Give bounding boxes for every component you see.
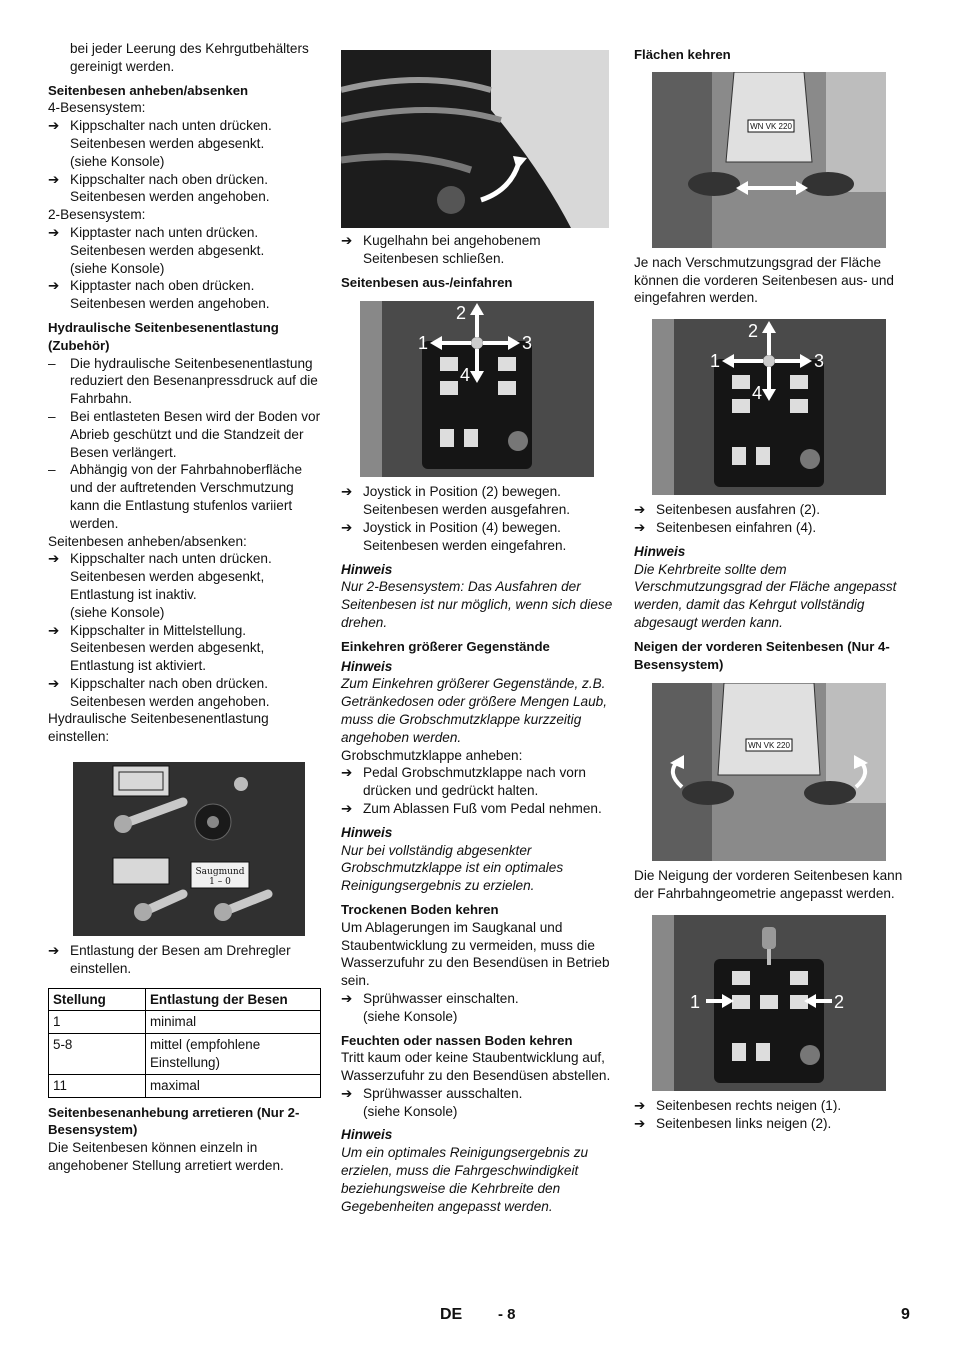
sweeper-front-photo	[652, 72, 886, 248]
section-heading: Trockenen Boden kehren	[341, 901, 499, 917]
arrow-icon: ➔	[48, 278, 60, 294]
list-item	[341, 800, 616, 818]
note: (siehe Konsole)	[70, 153, 165, 169]
arrow-icon: ➔	[634, 519, 646, 535]
table-cell: 5-8	[49, 1034, 146, 1075]
position-label-3: 3	[814, 351, 825, 372]
list-item	[48, 942, 323, 978]
list-item-text: Sprühwasser einschalten.	[363, 990, 519, 1006]
section-heading: Seitenbesenanhebung arretieren (Nur 2-Besensystem)	[48, 1104, 300, 1138]
paragraph: Die Neigung der vorderen Seitenbesen kann der Fahrbahngeometrie angepasst werden.	[634, 868, 903, 902]
table-cell: minimal	[146, 1011, 321, 1034]
arrow-icon: ➔	[48, 551, 60, 567]
footer-section-page: - 8	[498, 1306, 516, 1323]
paragraph: bei jeder Leerung des Kehrgutbehälters gereinigt werden.	[70, 41, 309, 74]
dash-icon: –	[48, 408, 56, 424]
list-item-text: Joystick in Position (2) bewegen. Seitenbesen werden ausgefahren.	[363, 484, 571, 518]
joystick-console-illustration	[652, 319, 886, 495]
paragraph: Tritt kaum oder keine Staubentwicklung auf, Wasserzufuhr zu den Besendüsen abstellen.	[341, 1050, 611, 1084]
list-item-text: Kippschalter nach oben drücken. Seitenbesen werden angehoben.	[70, 675, 270, 709]
sweeper-tilt-illustration	[652, 683, 886, 861]
list-item-text: Joystick in Position (4) bewegen. Seitenbesen werden eingefahren.	[363, 519, 567, 553]
tilt-label-1: 1	[690, 991, 701, 1012]
list-item	[341, 990, 616, 1008]
position-label-2: 2	[456, 303, 467, 324]
table-cell: 1	[49, 1011, 146, 1034]
sweeper-illustration	[652, 72, 886, 248]
table-row	[49, 1074, 321, 1097]
section-heading: Neigen der vorderen Seitenbesen (Nur 4-Besensystem)	[634, 638, 890, 672]
list-item-text: Seitenbesen rechts neigen (1).	[656, 1097, 842, 1113]
paragraph: Um Ablagerungen im Saugkanal und Staubentwicklung zu vermeiden, muss die Wasserzufuhr zu den Besendüsen in Betrieb sein.	[341, 919, 610, 989]
section-heading: Seitenbesen aus-/einfahren	[341, 274, 513, 290]
hint-text: Um ein optimales Reinigungsergebnis zu erzielen, muss die Fahrgeschwindigkeit beziehungsweise die Kehrbreite den Gegebenheiten angepasst werden.	[341, 1145, 589, 1214]
table-row	[49, 1034, 321, 1075]
arrow-icon: ➔	[341, 484, 353, 500]
arrow-icon: ➔	[341, 990, 353, 1006]
arrow-icon: ➔	[634, 1115, 646, 1131]
table-row	[49, 1011, 321, 1034]
paragraph: Je nach Verschmutzungsgrad der Fläche können die vorderen Seitenbesen aus- und eingefahren werden.	[634, 254, 894, 306]
joystick-console-photo	[360, 301, 594, 477]
position-label-3: 3	[522, 333, 533, 354]
list-item-text: Zum Ablassen Fuß vom Pedal nehmen.	[363, 800, 602, 816]
column-middle	[341, 50, 616, 1215]
section-heading: Einkehren größerer Gegenstände	[341, 638, 550, 654]
list-item	[48, 675, 323, 711]
table-cell: mittel (empfohlene Einstellung)	[146, 1034, 321, 1075]
dash-icon: –	[48, 462, 56, 478]
note: (siehe Konsole)	[70, 260, 165, 276]
arrow-icon: ➔	[341, 765, 353, 781]
hint-text: Zum Einkehren größerer Gegenstände, z.B. Getränkedosen oder größere Mengen Laub, muss die Grobschmutzklappe kurzzeitig angehoben werden.	[341, 676, 608, 745]
tilt-console-photo	[652, 915, 886, 1091]
list-item-text: Sprühwasser ausschalten.	[363, 1085, 523, 1101]
hint-heading: Hinweis	[341, 658, 393, 674]
list-item	[634, 519, 914, 537]
section-heading: Seitenbesen anheben/absenken	[48, 82, 249, 98]
list-item	[48, 171, 323, 207]
list-item-text: Kippschalter nach oben drücken. Seitenbesen werden angehoben.	[70, 171, 270, 205]
arrow-icon: ➔	[48, 118, 60, 134]
arrow-icon: ➔	[341, 1085, 353, 1101]
list-item	[341, 519, 616, 555]
paragraph: 2-Besensystem:	[48, 207, 146, 223]
section-heading: Hydraulische Seitenbesenentlastung (Zubehör)	[48, 319, 279, 353]
hint-heading: Hinweis	[341, 561, 393, 577]
valve-illustration	[341, 50, 609, 228]
list-item	[48, 408, 323, 461]
list-item	[48, 622, 323, 675]
note: (siehe Konsole)	[363, 1103, 458, 1119]
arrow-icon: ➔	[48, 943, 60, 959]
license-plate: WN VK 220	[750, 121, 792, 131]
control-panel-photo	[73, 762, 305, 936]
arrow-icon: ➔	[48, 622, 60, 638]
arrow-icon: ➔	[341, 233, 353, 248]
paragraph: Seitenbesen anheben/absenken:	[48, 533, 247, 549]
list-item-text: Pedal Grobschmutzklappe nach vorn drücken und gedrückt halten.	[363, 765, 586, 799]
page-number: 9	[901, 1306, 910, 1323]
list-item	[48, 461, 323, 532]
section-heading: Feuchten oder nassen Boden kehren	[341, 1032, 573, 1048]
position-label-2: 2	[748, 321, 759, 342]
list-item	[48, 224, 323, 260]
list-item	[634, 501, 914, 519]
list-item-text: Seitenbesen links neigen (2).	[656, 1115, 832, 1131]
settings-table	[48, 988, 321, 1098]
list-item	[48, 117, 323, 153]
list-item	[341, 483, 616, 519]
hint-text: Nur bei vollständig abgesenkter Grobschmutzklappe ist ein optimales Reinigungsergebnis zu erzielen.	[341, 842, 564, 894]
list-item	[634, 1115, 914, 1133]
paragraph: 4-Besensystem:	[48, 100, 146, 116]
list-item-text: Abhängig von der Fahrbahnoberfläche und der auftretenden Verschmutzung kann die Entlastung stufenlos variiert werden.	[70, 462, 303, 531]
note: (siehe Konsole)	[70, 604, 165, 620]
note: (siehe Konsole)	[363, 1008, 458, 1024]
position-label-4: 4	[460, 365, 471, 386]
tilt-console-illustration	[652, 915, 886, 1091]
table-cell: 11	[49, 1074, 146, 1097]
hint-text: Die Kehrbreite sollte dem Verschmutzungsgrad der Fläche angepasst werden, damit das Kehrgut vollständig abgesaugt werden kann.	[634, 561, 897, 630]
list-item	[48, 277, 323, 313]
table-header-row	[49, 988, 321, 1011]
list-item	[634, 1097, 914, 1115]
paragraph: Grobschmutzklappe anheben:	[341, 747, 523, 763]
position-label-1: 1	[418, 333, 429, 354]
arrow-icon: ➔	[341, 800, 353, 816]
tilt-label-2: 2	[834, 991, 845, 1012]
label-plate-value: 1 – 0	[209, 877, 231, 888]
position-label-1: 1	[710, 351, 721, 372]
list-item-text: Kipptaster nach oben drücken. Seitenbesen werden angehoben.	[70, 278, 270, 312]
list-item-text: Kugelhahn bei angehobenem Seitenbesen schließen.	[363, 233, 541, 266]
arrow-icon: ➔	[341, 519, 353, 535]
license-plate: WN VK 220	[748, 741, 790, 751]
paragraph: Hydraulische Seitenbesenentlastung einstellen:	[48, 711, 269, 745]
list-item-text: Kipptaster nach unten drücken. Seitenbesen werden abgesenkt.	[70, 224, 265, 258]
table-header-cell: Entlastung der Besen	[146, 988, 321, 1011]
arrow-icon: ➔	[48, 675, 60, 691]
hydraulic-valve-photo	[341, 50, 609, 228]
list-item-text: Bei entlasteten Besen wird der Boden vor Abrieb geschützt und die Standzeit der Besen verlängert.	[70, 408, 321, 460]
hint-heading: Hinweis	[341, 1127, 393, 1143]
arrow-icon: ➔	[48, 224, 60, 240]
hint-heading: Hinweis	[341, 824, 393, 840]
sweeper-tilt-photo	[652, 683, 886, 861]
list-item-text: Kippschalter nach unten drücken. Seitenbesen werden abgesenkt, Entlastung ist inaktiv.	[70, 551, 272, 602]
column-left	[48, 40, 323, 1175]
label-plate-text: Saugmund	[195, 867, 245, 878]
table-header-cell: Stellung	[49, 988, 146, 1011]
list-item	[48, 355, 323, 408]
list-item	[341, 764, 616, 800]
arrow-icon: ➔	[48, 171, 60, 187]
list-item	[48, 550, 323, 603]
column-right	[634, 40, 914, 1133]
paragraph: Die Seitenbesen können einzeln in angehobener Stellung arretiert werden.	[48, 1140, 284, 1174]
list-item-text: Seitenbesen einfahren (4).	[656, 519, 817, 535]
arrow-icon: ➔	[634, 502, 646, 518]
dash-icon: –	[48, 355, 56, 371]
list-item-text: Kippschalter in Mittelstellung. Seitenbesen werden abgesenkt, Entlastung ist aktiviert.	[70, 622, 265, 674]
list-item-text: Kippschalter nach unten drücken. Seitenbesen werden abgesenkt.	[70, 118, 272, 151]
list-item-text: Die hydraulische Seitenbesenentlastung reduziert den Besenanpressdruck auf die Fahrbahn.	[70, 355, 318, 407]
list-item-text: Seitenbesen ausfahren (2).	[656, 502, 820, 518]
joystick-console-photo	[652, 319, 886, 495]
table-cell: maximal	[146, 1074, 321, 1097]
footer-language: DE	[440, 1306, 463, 1323]
arrow-icon: ➔	[634, 1097, 646, 1113]
hint-heading: Hinweis	[634, 543, 686, 559]
hint-text: Nur 2-Besensystem: Das Ausfahren der Seitenbesen ist nur möglich, wenn sich diese drehen.	[341, 579, 613, 630]
section-heading: Flächen kehren	[634, 47, 731, 62]
control-panel-illustration	[73, 762, 305, 936]
list-item-text: Entlastung der Besen am Drehregler einstellen.	[70, 943, 291, 976]
list-item	[341, 1085, 616, 1103]
position-label-4: 4	[752, 383, 763, 404]
joystick-console-illustration	[360, 301, 594, 477]
list-item	[341, 232, 616, 268]
